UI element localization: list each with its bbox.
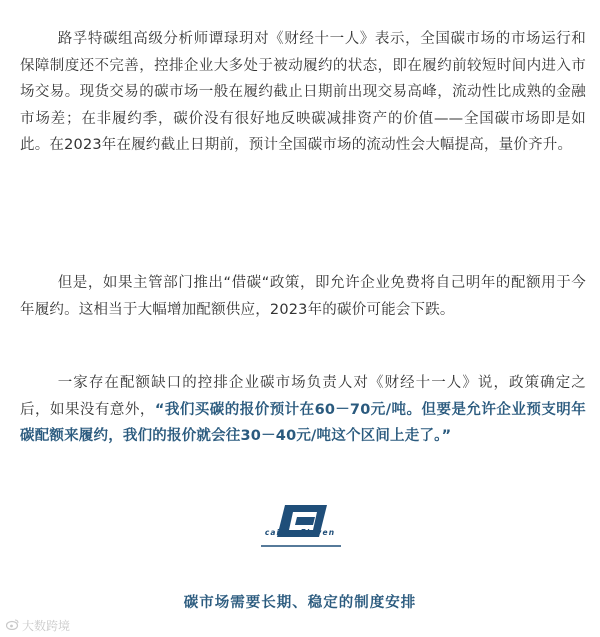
article-paragraph-2: 但是，如果主管部门推出“借碳“政策，即允许企业免费将自己明年的配额用于今年履约。这相当于大幅增加配额供应，2023年的碳价可能会下跌。	[20, 275, 586, 318]
logo-mark-bar	[295, 517, 315, 525]
article-paragraph-3	[20, 370, 586, 450]
section-heading: 碳市场需要长期、稳定的制度安排	[183, 595, 417, 611]
article-paragraph-1: 路孚特碳组高级分析师谭琭玥对《财经十一人》表示，全国碳市场的市场运行和保障制度还不完善，控排企业大多处于被动履约的状态，即在履约前较短时间内进入市场交易。现货交易的碳市场一般在履约截止日期前出现交易高峰，流动性比成熟的金融市场差；在非履约季，碳价没有很好地反映碳减排资产的价值——全国碳市场即是如此。在2023年在履约截止日期前，预计全国碳市场的流动性会大幅提高，量价齐升。	[20, 31, 586, 153]
watermark-text: 大数跨境	[22, 619, 71, 633]
logo-wordmark: caijingEleven	[264, 528, 336, 537]
weibo-icon	[6, 619, 19, 633]
highlighted-quote: “我们买碳的报价预计在60－70元/吨。但要是允许企业预支明年碳配额来履约，我们的报价就会往30－40元/吨这个区间上走了。”	[20, 401, 586, 444]
paragraph-3-lead: 一家存在配额缺口的控排企业碳市场负责人对《财经十一人》说，政策确定之后，如果没有意外，	[20, 375, 586, 418]
watermark	[6, 617, 70, 634]
